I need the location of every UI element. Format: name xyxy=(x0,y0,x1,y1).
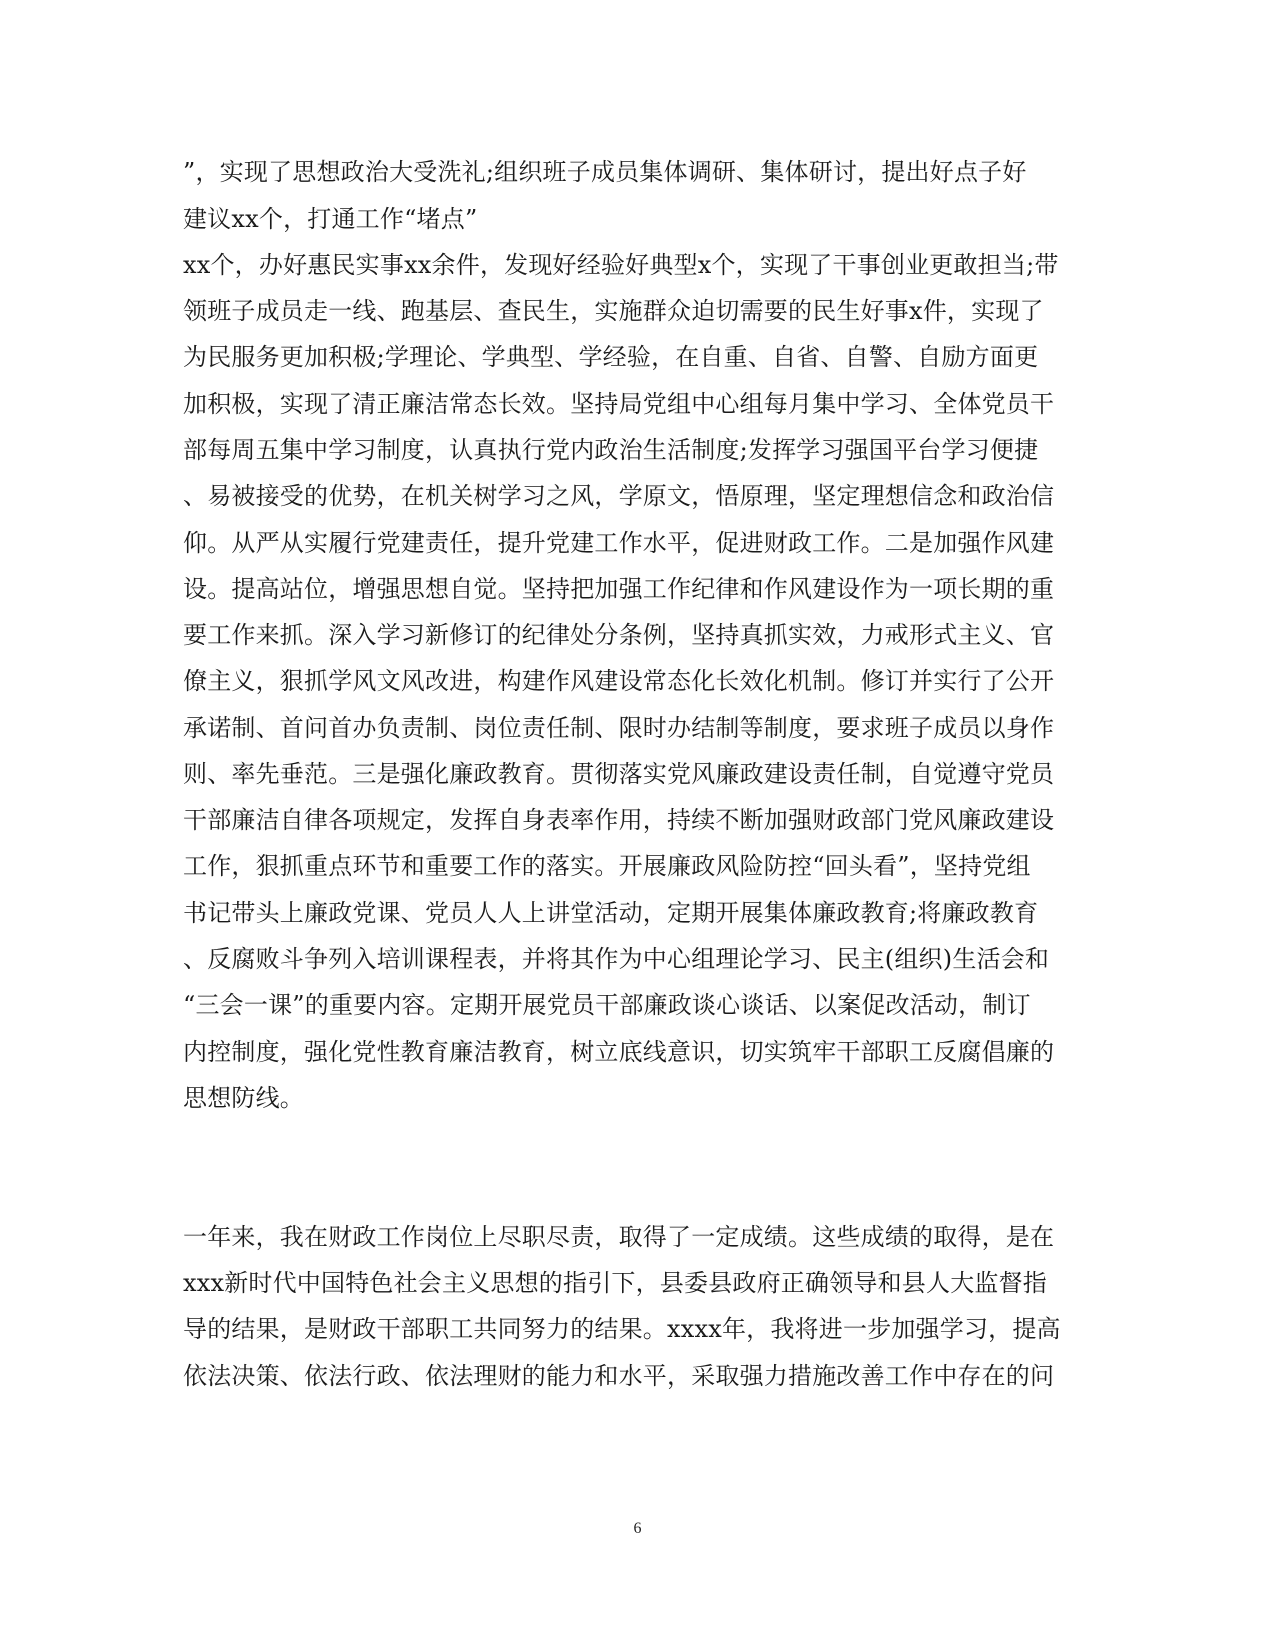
paragraph-line: “三会一课”的重要内容。定期开展党员干部廉政谈心谈话、以案促改活动，制订 xyxy=(183,991,1031,1019)
paragraph-line: ”，实现了思想政治大受洗礼;组织班子成员集体调研、集体研讨，提出好点子好 xyxy=(183,158,1027,186)
paragraph-line: 建议xx个，打通工作“堵点” xyxy=(183,205,478,233)
paragraph-line: 要工作来抓。深入学习新修订的纪律处分条例，坚持真抓实效，力戒形式主义、官 xyxy=(183,621,1055,649)
paragraph-line: 一年来，我在财政工作岗位上尽职尽责，取得了一定成绩。这些成绩的取得，是在 xyxy=(183,1223,1055,1251)
paragraph-line: 书记带头上廉政党课、党员人人上讲堂活动，定期开展集体廉政教育;将廉政教育 xyxy=(183,899,1039,927)
paragraph-line: 部每周五集中学习制度，认真执行党内政治生活制度;发挥学习强国平台学习便捷 xyxy=(183,436,1039,464)
paragraph-line: 依法决策、依法行政、依法理财的能力和水平，采取强力措施改善工作中存在的问 xyxy=(183,1362,1055,1390)
paragraph-line: 加积极，实现了清正廉洁常态长效。坚持局党组中心组每月集中学习、全体党员干 xyxy=(183,390,1055,418)
paragraph-line: 设。提高站位，增强思想自觉。坚持把加强工作纪律和作风建设作为一项长期的重 xyxy=(183,575,1055,603)
paragraph-line: 承诺制、首问首办负责制、岗位责任制、限时办结制等制度，要求班子成员以身作 xyxy=(183,714,1055,742)
paragraph-line: 思想防线。 xyxy=(183,1084,304,1112)
page-number: 6 xyxy=(633,1520,642,1537)
paragraph-line: 、反腐败斗争列入培训课程表，并将其作为中心组理论学习、民主(组织)生活会和 xyxy=(183,945,1050,973)
paragraph-line: 、易被接受的优势，在机关树学习之风，学原文，悟原理，坚定理想信念和政治信 xyxy=(183,482,1055,510)
paragraph-line: 仰。从严从实履行党建责任，提升党建工作水平，促进财政工作。二是加强作风建 xyxy=(183,529,1055,557)
paragraph-line: 领班子成员走一线、跑基层、查民生，实施群众迫切需要的民生好事x件，实现了 xyxy=(183,297,1044,325)
paragraph-line: 僚主义，狠抓学风文风改进，构建作风建设常态化长效化机制。修订并实行了公开 xyxy=(183,667,1055,695)
paragraph-line: 内控制度，强化党性教育廉洁教育，树立底线意识，切实筑牢干部职工反腐倡廉的 xyxy=(183,1038,1055,1066)
paragraph-line: xxx新时代中国特色社会主义思想的指引下，县委县政府正确领导和县人大监督指 xyxy=(183,1269,1048,1297)
paragraph-line: 为民服务更加积极;学理论、学典型、学经验，在自重、自省、自警、自励方面更 xyxy=(183,343,1039,371)
paragraph-line: 工作，狠抓重点环节和重要工作的落实。开展廉政风险防控“回头看”，坚持党组 xyxy=(183,852,1031,880)
paragraph-line: xx个，办好惠民实事xx余件，发现好经验好典型x个，实现了干事创业更敢担当;带 xyxy=(183,251,1059,279)
paragraph-line: 导的结果，是财政干部职工共同努力的结果。xxxx年，我将进一步加强学习，提高 xyxy=(183,1315,1061,1343)
paragraph-line: 干部廉洁自律各项规定，发挥自身表率作用，持续不断加强财政部门党风廉政建设 xyxy=(183,806,1055,834)
paragraph-line: 则、率先垂范。三是强化廉政教育。贯彻落实党风廉政建设责任制，自觉遵守党员 xyxy=(183,760,1055,788)
